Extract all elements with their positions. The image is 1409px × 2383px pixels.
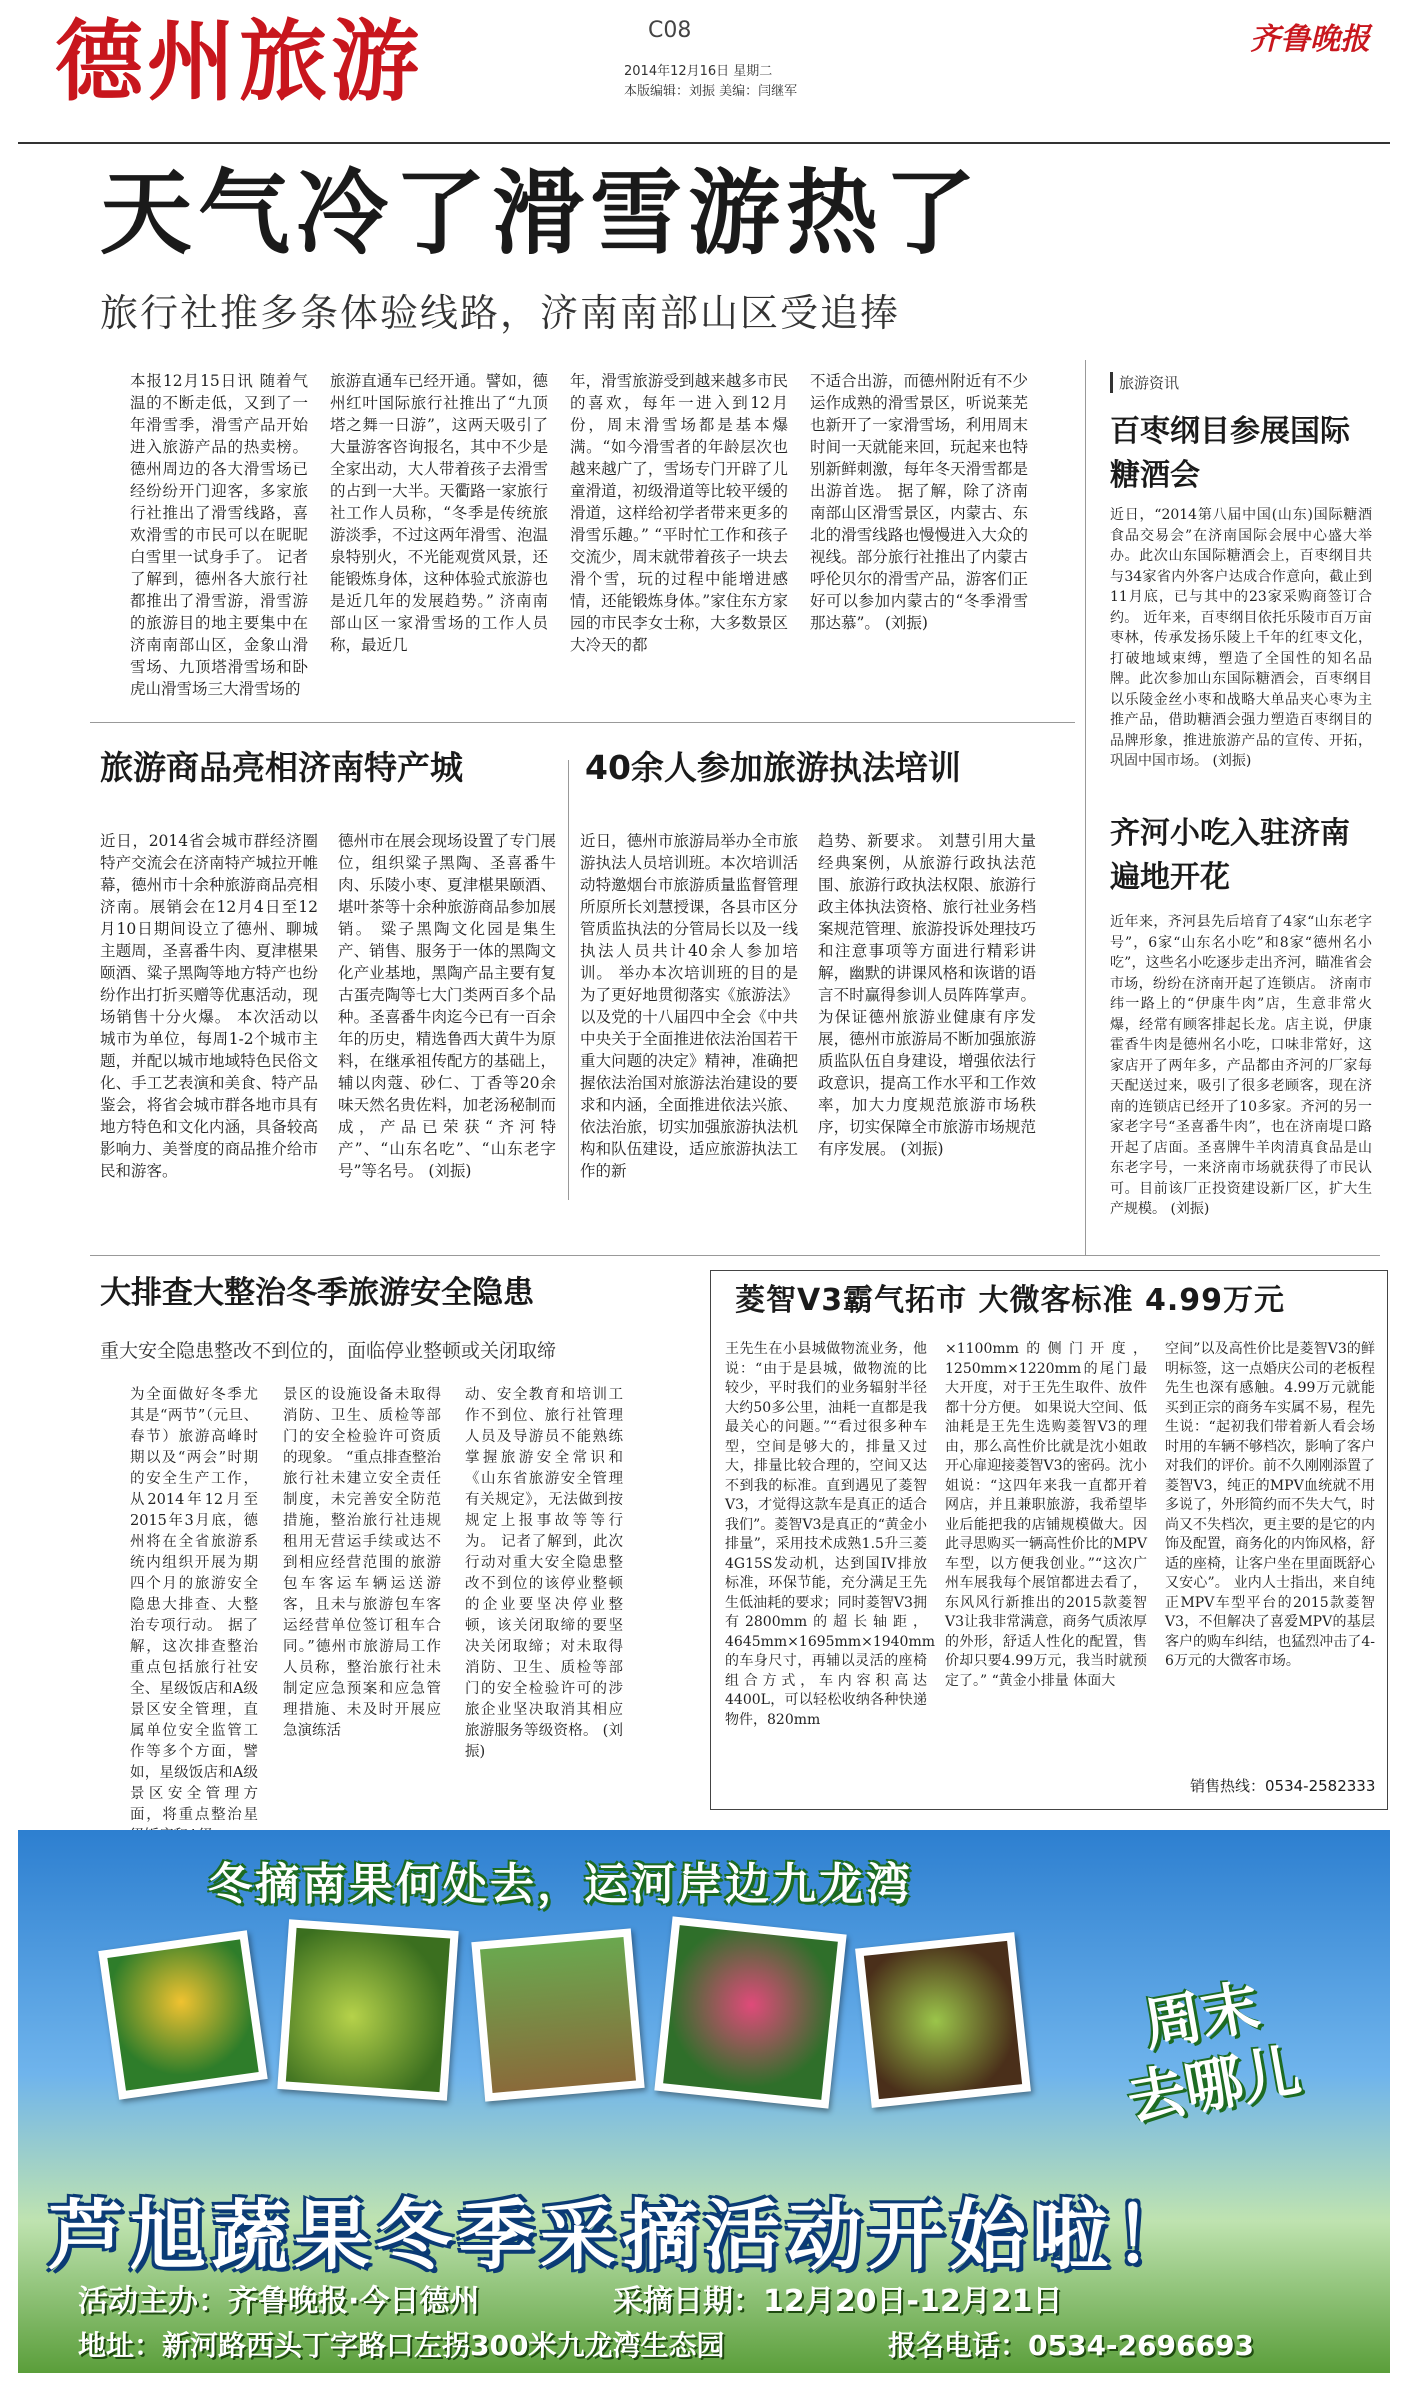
sidebar-headline-2: 齐河小吃入驻济南遍地开花	[1110, 816, 1350, 895]
sidebar-tag: 旅游资讯	[1110, 372, 1179, 393]
advert-headline: 菱智V3霸气拓市 大微客标准 4.99万元	[735, 1283, 1285, 1318]
fruit-photo-4	[654, 1916, 846, 2108]
lead-column-4: 不适合出游，而德州附近有不少运作成熟的滑雪景区，听说莱芜也新开了一家滑雪场，利用周末时间一天就能来回，玩起来也特别新鲜刺激，每年冬天滑雪都是出游首选。 据了解，除了济南南部山区滑雪景区，内蒙古、东北的滑雪线路也慢慢进入大众的视线。部分旅行社推出了内蒙古呼伦贝尔的滑雪产品，游客们正好可以参加内蒙古的“冬季滑雪那达慕”。 (刘振)	[810, 372, 1028, 632]
brand-logo: 齐鲁晚报	[1250, 22, 1370, 57]
badge-line-2: 去哪儿	[1122, 2036, 1306, 2134]
fruit-photo-3	[471, 1928, 644, 2101]
badge-line-1: 周末	[1138, 1972, 1265, 2060]
story-safety-col-2: 景区的设施设备未取得消防、卫生、质检等部门的安全检验许可资质的现象。 “重点排查整治旅行社未建立安全责任制度，未完善安全防范措施，整治旅行社违规租用无营运手续或达不到相应经营范围的旅游包车客运车辆运送游客，且未与旅游包车客运经营单位签订租车合同。”德州市旅游局工作人员称，整治旅行社未制定应急预案和应急管理措施、未及时开展应急演练活	[283, 1387, 441, 1739]
sidebar-article-2: 近年来，齐河县先后培育了4家“山东老字号”，6家“山东名小吃”和8家“德州名小吃”，这些名小吃逐步走出齐河，瞄准省会市场，纷纷在济南开起了连锁店。 济南市纬一路上的“伊康牛肉”店，生意非常火爆，经常有顾客排起长龙。店主说，伊康霍香牛肉是德州名小吃，口味非常好，这家店开了两年多，产品都由齐河的厂家每天配送过来，吸引了很多老顾客，现在济南的连锁店已经开了10多家。齐河的另一家老字号“圣喜番牛肉”，也在济南堤口路开起了店面。圣喜牌牛羊肉清真食品是山东老字号，一来济南市场就获得了市民认可。目前该厂正投资建设新厂区，扩大生产规模。 (刘振)	[1110, 914, 1372, 1217]
advert-col-3: 空间”以及高性价比是菱智V3的鲜明标签，这一点婚庆公司的老板程先生也深有感触。4.99万元就能买到正宗的商务车实属不易，程先生说：“起初我们带着新人看会场时用的车辆不够档次，影响了客户对我们的评价。前不久刚刚添置了菱智V3，纯正的MPV血统就不用多说了，外形简约而不失大气，时尚又不失档次，更主要的是它的内饰及配置，商务化的内饰风格，舒适的座椅，让客户坐在里面既舒心又安心”。 业内人士指出，来自纯正MPV车型平台的2015款菱智V3，不但解决了喜爱MPV的基层客户的购车纠结，也猛烈冲击了4-6万元的大微客市场。	[1165, 1341, 1375, 1669]
sidebar-article-1: 近日，“2014第八届中国(山东)国际糖酒食品交易会”在济南国际会展中心盛大举办。此次山东国际糖酒会上，百枣纲目共与34家省内外客户达成合作意向，截止到11月底，已与其中的23家采购商签订合约。 近年来，百枣纲目依托乐陵市百万亩枣林，传承发扬乐陵上千年的红枣文化，打破地域束缚，塑造了全国性的知名品牌。此次参加山东国际糖酒会，百枣纲目以乐陵金丝小枣和战略大单品夹心枣为主推产品，借助糖酒会强力塑造百枣纲目的品牌形象，推进旅游产品的宣传、开拓，巩固中国市场。 (刘振)	[1110, 507, 1372, 769]
sidebar-headline-1: 百枣纲目参展国际糖酒会	[1110, 414, 1350, 493]
story-headline-safety: 大排查大整治冬季旅游安全隐患	[100, 1275, 534, 1311]
lead-subheadline: 旅行社推多条体验线路，济南南部山区受追捧	[100, 291, 901, 335]
banner-headline: 芦旭蔬果冬季采摘活动开始啦！	[48, 2191, 1196, 2280]
header-rule	[18, 142, 1390, 144]
mid-divider	[568, 760, 569, 1200]
story-headline-products: 旅游商品亮相济南特产城	[100, 748, 463, 787]
fruit-photo-2	[277, 1919, 458, 2100]
advert-sales-hotline: 销售热线：0534-2582333	[1190, 1777, 1376, 1795]
banner-organizer: 活动主办：齐鲁晚报·今日德州	[78, 2284, 480, 2319]
lead-column-3: 年，滑雪旅游受到越来越多市民的喜欢，每年一进入到12月份，周末滑雪场都是基本爆满。“如今滑雪者的年龄层次也越来越广了，雪场专门开辟了儿童滑道，初级滑道等比较平缓的滑道，这样给初学者带来更多的滑雪乐趣。” “平时忙工作和孩子交流少，周末就带着孩子一块去滑个雪，玩的过程中能增进感情，还能锻炼身体。”家住东方家园的市民李女士称，大多数景区大冷天的都	[570, 372, 788, 654]
mid-bottom-rule	[90, 1255, 1380, 1256]
story-products-col-1: 近日，2014省会城市群经济圈特产交流会在济南特产城拉开帷幕，德州市十余种旅游商品亮相济南。展销会在12月4日至12月10日期间设立了德州、聊城主题周，圣喜番牛肉、夏津椹果颐酒、粱子黑陶等地方特产也纷纷作出打折买赠等优惠活动，现场销售十分火爆。 本次活动以城市为单位，每周1-2个城市主题，并配以城市地域特色民俗文化、手工艺表演和美食、特产品鉴会，将省会城市群各地市具有地方特色和文化内涵，具备较高影响力、美誉度的商品推介给市民和游客。	[100, 832, 318, 1180]
sidebar-divider	[1085, 360, 1086, 1255]
story-products-col-2: 德州市在展会现场设置了专门展位，组织粱子黑陶、圣喜番牛肉、乐陵小枣、夏津椹果颐酒、堪叶茶等十余种旅游商品参加展销。 粱子黑陶文化园是集生产、销售、服务于一体的黑陶文化产业基地，黑陶产品主要有复古蛋壳陶等七大门类两百多个品种。圣喜番牛肉迄今已有一百余年的历史，精选鲁西大黄牛为原料，在继承祖传配方的基础上，辅以肉蔻、砂仁、丁香等20余味天然名贵佐料，加老汤秘制而成，产品已荣获“齐河特产”、“山东名吃”、“山东老字号”等名号。 (刘振)	[338, 832, 556, 1180]
story-subheadline-safety: 重大安全隐患整改不到位的，面临停业整顿或关闭取缔	[100, 1340, 557, 1362]
banner-slogan: 冬摘南果何处去，运河岸边九龙湾	[208, 1859, 913, 1910]
advert-col-2: ×1100mm的侧门开度，1250mm×1220mm的尾门最大开度，对于王先生取件、放件都十分方便。 如果说大空间、低油耗是王先生选购菱智V3的理由，那么高性价比就是沈小姐敢开心扉迎接菱智V3的密码。沈小姐说：“这四年来我一直都开着网店，并且兼职旅游，我希望毕业后能把我的店铺规模做大。因此寻思购买一辆高性价比的MPV车型，以方便我创业。”“这次广州车展我每个展馆都进去看了，东风风行新推出的2015款菱智V3让我非常满意，商务气质浓厚的外形，舒适人性化的配置，售价却只要4.99万元，我当时就预定了。” “黄金小排量 体面大	[945, 1341, 1147, 1689]
story-safety-col-3: 动、安全教育和培训工作不到位、旅行社管理人员及导游员不能熟练掌握旅游安全常识和《山东省旅游安全管理有关规定》，无法做到按规定上报事故等等行为。 记者了解到，此次行动对重大安全隐患整改不到位的该停业整顿的企业要坚决停业整顿，该关闭取缔的要坚决关闭取缔；对未取得消防、卫生、质检等部门的安全检验许可的涉旅企业坚决取消其相应旅游服务等级资格。 (刘振)	[465, 1387, 623, 1760]
story-training-col-2: 趋势、新要求。 刘慧引用大量经典案例，从旅游行政执法范围、旅游行政执法权限、旅游行政主体执法资格、旅行社业务档案规范管理、旅游投诉处理技巧和注意事项等方面进行精彩讲解，幽默的讲课风格和诙谐的语言不时赢得参训人员阵阵掌声。 为保证德州旅游业健康有序发展，德州市旅游局不断加强旅游质监队伍自身建设，增强依法行政意识，提高工作水平和工作效率，加大力度规范旅游市场秩序，切实保障全市旅游市场规范有序发展。 (刘振)	[818, 832, 1036, 1158]
advert-col-1: 王先生在小县城做物流业务，他说：“由于是县城，做物流的比较少，平时我们的业务辐射半径大约50多公里，油耗一直都是我最关心的问题。”“看过很多种车型，空间是够大的，排量又过大，排量比较合理的，空间又达不到我的标准。直到遇见了菱智V3，才觉得这款车是真正的适合我们”。菱智V3是真正的“黄金小排量”，采用技术成熟1.5升三菱4G15S发动机，达到国IV排放标准，环保节能，充分满足王先生低油耗的要求；同时菱智V3拥有2800mm的超长轴距，4645mm×1695mm×1940mm的车身尺寸，再辅以灵活的座椅组合方式，车内容积高达4400L，可以轻松收纳各种快递物件，820mm	[725, 1341, 935, 1728]
banner-phone: 报名电话：0534-2696693	[888, 2329, 1254, 2362]
masthead: 德州旅游	[55, 10, 424, 113]
lead-bottom-rule	[90, 722, 1075, 723]
page-number: C08	[648, 18, 692, 43]
fruit-photo-5	[855, 1932, 1031, 2108]
fruit-photo-1	[98, 1930, 267, 2099]
banner-dates: 采摘日期：12月20日-12月21日	[613, 2284, 1063, 2319]
lead-column-2: 旅游直通车已经开通。譬如，德州红叶国际旅行社推出了“九顶塔之舞一日游”，这两天吸引了大量游客咨询报名，其中不少是全家出动，大人带着孩子去滑雪的占到一大半。天衢路一家旅行社工作人员称，“冬季是传统旅游淡季，不过这两年滑雪、泡温泉特别火，不光能观赏风景，还能锻炼身体，这种体验式旅游也是近几年的发展趋势。” 济南南部山区一家滑雪场的工作人员称，最近几	[330, 372, 548, 654]
issue-date: 2014年12月16日 星期二	[624, 64, 773, 79]
story-training-col-1: 近日，德州市旅游局举办全市旅游执法人员培训班。本次培训活动特邀烟台市旅游质量监督管理所原所长刘慧授课，各县市区分管质监执法的分管局长以及一线执法人员共计40余人参加培训。 举办本次培训班的目的是为了更好地贯彻落实《旅游法》以及党的十八届四中全会《中共中央关于全面推进依法治国若干重大问题的决定》精神，准确把握依法治国对旅游法治建设的要求和内涵，全面推进依法兴旅、依法治旅，切实加强旅游执法机构和队伍建设，适应旅游执法工作的新	[580, 832, 798, 1180]
story-headline-training: 40余人参加旅游执法培训	[585, 748, 961, 787]
lead-column-1: 本报12月15日讯 随着气温的不断走低，又到了一年滑雪季，滑雪产品开始进入旅游产品的热卖榜。德州周边的各大滑雪场已经纷纷开门迎客，多家旅行社推出了滑雪线路，喜欢滑雪的市民可以在昵昵白雪里一试身手了。 记者了解到，德州各大旅行社都推出了滑雪游，滑雪游的旅游目的地主要集中在济南南部山区，金象山滑雪场、九顶塔滑雪场和卧虎山滑雪场三大滑雪场的	[130, 372, 308, 698]
story-safety-col-1: 为全面做好冬季尤其是“两节”（元旦、春节）旅游高峰时期以及“两会”时期的安全生产工作，从2014年12月至2015年3月底，德州将在全省旅游系统内组织开展为期四个月的旅游安全隐患大排查、大整治专项行动。 据了解，这次排查整治重点包括旅行社安全、星级饭店和A级景区安全管理，直属单位安全监管工作等多个方面，譬如，星级饭店和A级景区安全管理方面，将重点整治星	[130, 1387, 258, 1823]
banner-address: 地址：新河路西头丁字路口左拐300米九龙湾生态园	[78, 2329, 725, 2362]
editors-line: 本版编辑：刘振 美编：闫继军	[624, 84, 798, 99]
lead-headline: 天气冷了滑雪游热了	[100, 160, 983, 267]
weekend-badge	[1073, 1960, 1354, 2200]
event-banner	[18, 1830, 1390, 2373]
